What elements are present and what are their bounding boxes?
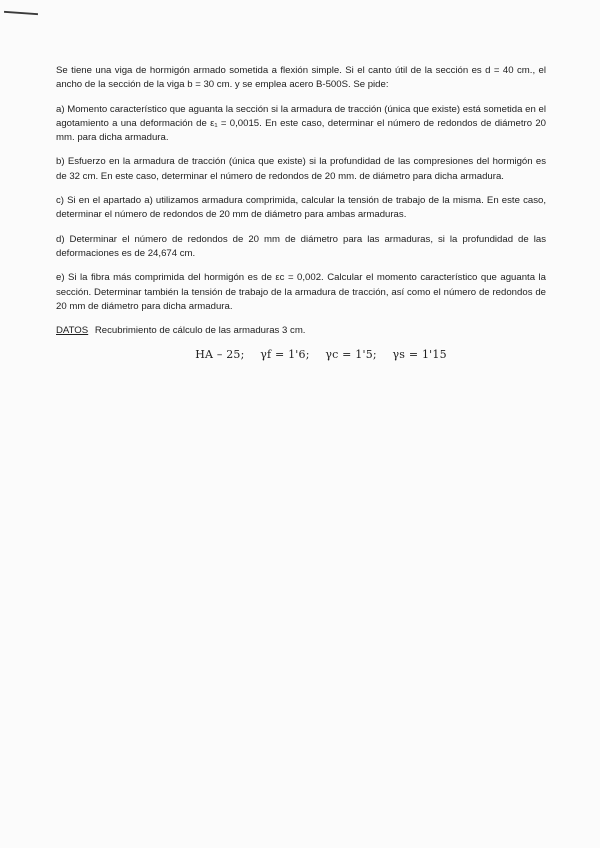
datos-line (56, 324, 546, 338)
item-c: c) Si en el apartado a) utilizamos armadura comprimida, calcular la tensión de trabajo de la misma. En este caso, determinar el número de redondos de 20 mm de diámetro para ambas armaduras. (56, 195, 546, 221)
datos-text: Recubrimiento de cálculo de las armaduras 3 cm. (94, 325, 306, 337)
intro-paragraph: Se tiene una viga de hormigón armado sometida a flexión simple. Si el canto útil de la sección es d = 40 cm., el ancho de la sección de la viga b = 30 cm. y se emplea acero B-500S. Se pide: (56, 65, 546, 91)
datos-label: DATOS (56, 325, 89, 337)
item-b: b) Esfuerzo en la armadura de tracción (única que existe) si la profundidad de las compresiones del hormigón es de 32 cm. En este caso, determinar el número de redondos de 20 mm. de diámetro para dicha armadura. (56, 156, 546, 182)
material-formula (56, 348, 546, 362)
item-e: e) Si la fibra más comprimida del hormigón es de εc = 0,002. Calcular el momento característico que aguanta la sección. Determinar también la tensión de trabajo de la armadura de tracción, así como el número de redondos de 20 mm de diámetro para dicha armadura. (56, 272, 546, 312)
gamma-f: γf = 1'6; (260, 348, 310, 362)
gamma-c: γc = 1'5; (325, 348, 377, 362)
gamma-s: γs = 1'15 (392, 348, 447, 362)
concrete-grade: HA – 25; (195, 348, 245, 362)
problem-statement (56, 64, 546, 363)
item-a: a) Momento característico que aguanta la sección si la armadura de tracción (única que existe) está sometida en el agotamiento a una deformación de ε₁ = 0,0015. En este caso, determinar el número de redondos de diámetro 20 mm. para dicha armadura. (56, 103, 546, 144)
item-d: d) Determinar el número de redondos de 20 mm de diámetro para las armaduras, si la profundidad de las deformaciones es de 24,674 cm. (56, 233, 546, 259)
scan-mark (4, 11, 38, 15)
